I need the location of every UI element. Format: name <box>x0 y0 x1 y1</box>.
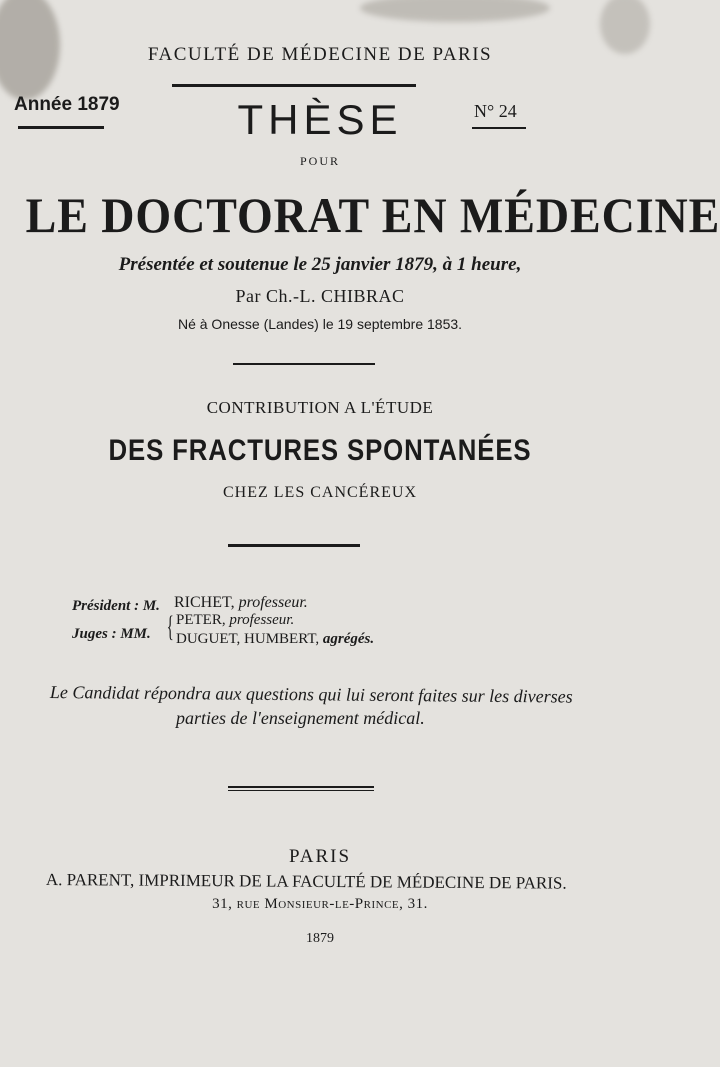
thesis-title: THÈSE <box>237 96 403 143</box>
imprint-city: PARIS <box>288 846 352 867</box>
thesis-number: N° 24 <box>474 101 517 121</box>
subject-line-2: DES FRACTURES SPONTANÉES <box>108 434 532 467</box>
pour-label: POUR <box>299 154 340 168</box>
president-title: professeur. <box>238 594 308 611</box>
judge-names: DUGUET, HUMBERT, <box>176 631 320 647</box>
header-rule <box>172 84 416 87</box>
paper-stain <box>360 0 550 22</box>
judge-entry <box>176 612 294 629</box>
judge-name: PETER, <box>176 612 226 628</box>
author-line: Par Ch.-L. CHIBRAC <box>235 286 405 306</box>
president-label: Président : M. <box>72 598 160 614</box>
printer-line: A. PARENT, IMPRIMEUR DE LA FACULTÉ DE MÉDECINE DE PARIS. <box>45 870 567 893</box>
main-title: LE DOCTORAT EN MÉDECINE <box>25 187 720 243</box>
candidate-notice-line-2: parties de l'enseignement médical. <box>176 708 425 728</box>
judge-entry <box>176 631 374 648</box>
separator-rule <box>233 363 375 365</box>
faculty-heading: FACULTÉ DE MÉDECINE DE PARIS <box>147 44 493 65</box>
candidate-notice-line-1: Le Candidat répondra aux questions qui lui seront faites sur les diverses <box>49 682 573 707</box>
birth-line: Né à Onesse (Landes) le 19 septembre 1853. <box>177 316 463 332</box>
subject-line-1: CONTRIBUTION A L'ÉTUDE <box>206 398 434 417</box>
president-name: RICHET, <box>174 594 235 611</box>
judge-title: agrégés. <box>322 631 375 647</box>
presentation-line: Présentée et soutenue le 25 janvier 1879, à 1 heure, <box>118 254 522 275</box>
separator-rule <box>228 544 360 547</box>
printer-address: 31, rue Monsieur-le-Prince, 31. <box>212 896 428 912</box>
number-underline <box>472 127 526 129</box>
separator-rule <box>228 790 374 791</box>
imprint-year: 1879 <box>306 931 334 946</box>
separator-rule <box>228 786 374 788</box>
subject-line-3: CHEZ LES CANCÉREUX <box>223 484 417 501</box>
judges-label: Juges : MM. <box>72 626 151 642</box>
judge-title: professeur. <box>229 612 295 628</box>
judges-brace: { <box>166 610 174 643</box>
president-entry <box>174 594 308 612</box>
year-label: Année 1879 <box>14 94 120 115</box>
